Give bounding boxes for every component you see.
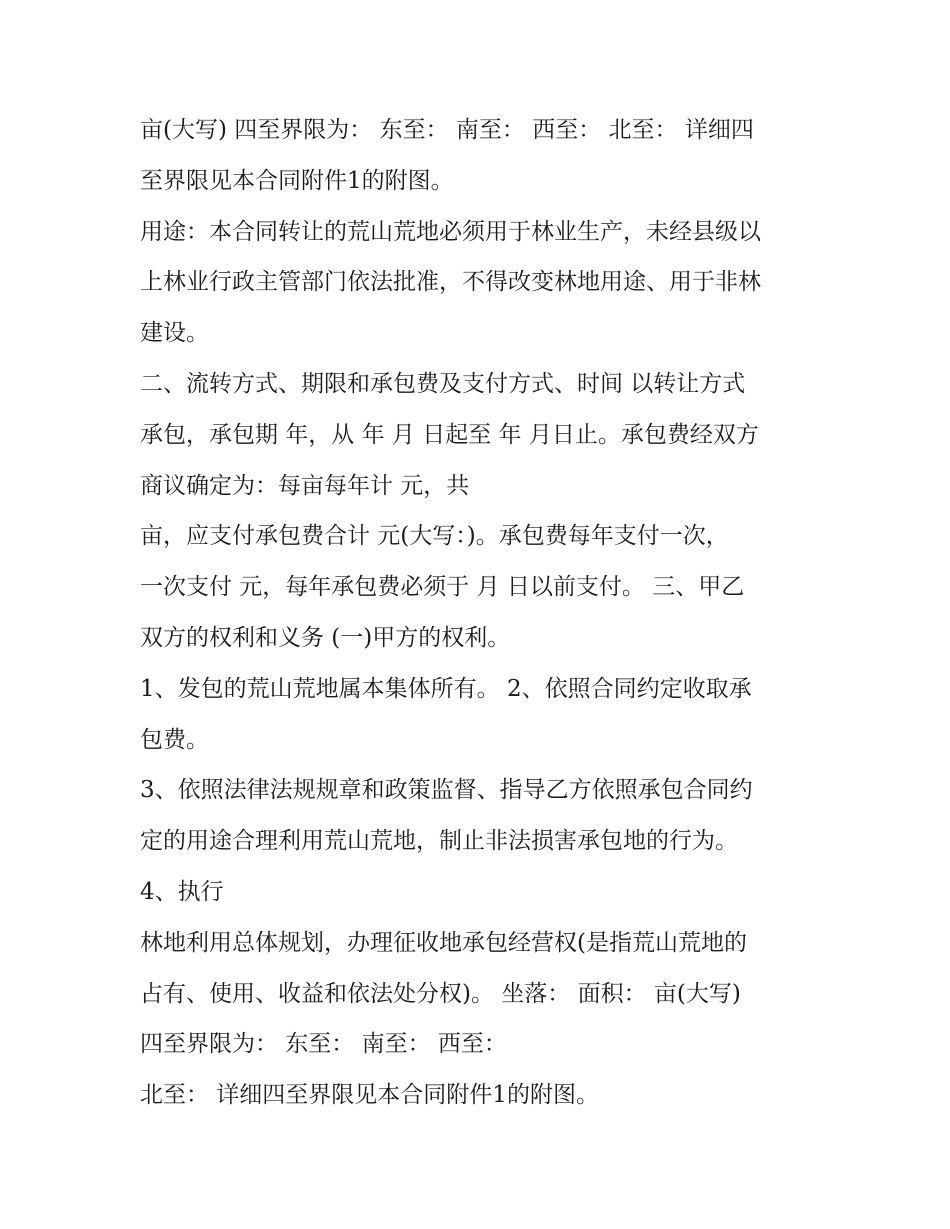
text-line: 林地利用总体规划，办理征收地承包经营权(是指荒山荒地的 <box>140 929 747 956</box>
text-line: 亩(大写) 四至界限为： 东至： 南至： 西至： 北至： 详细四 <box>140 117 754 143</box>
text-line: 北至： 详细四至界限见本合同附件1的附图。 <box>140 1082 599 1109</box>
text-line: 建设。 <box>140 320 209 347</box>
text-line: 至界限见本合同附件1的附图。 <box>140 167 454 194</box>
text-line: 1、发包的荒山荒地属本集体所有。 2、依照合同约定收取承 <box>140 675 752 702</box>
text-line: 定的用途合理利用荒山荒地，制止非法损害承包地的行为。 <box>140 828 738 855</box>
contract-text <box>140 105 830 1121</box>
text-line: 亩，应支付承包费合计 元(大写：)。承包费每年支付一次， <box>140 523 729 550</box>
text-line: 4、执行 <box>140 878 224 905</box>
text-line: 上林业行政主管部门依法批准，不得改变林地用途、用于非林 <box>140 269 761 296</box>
text-line: 占有、使用、收益和依法处分权)。 坐落： 面积： 亩(大写) <box>140 980 741 1007</box>
text-line: 双方的权利和义务 (一)甲方的权利。 <box>140 624 511 651</box>
text-line: 二、流转方式、期限和承包费及支付方式、时间 以转让方式 <box>140 370 746 397</box>
text-line: 3、依照法律法规规章和政策监督、指导乙方依照承包合同约 <box>140 777 753 804</box>
text-line: 四至界限为： 东至： 南至： 西至： <box>140 1031 507 1058</box>
text-line: 商议确定为：每亩每年计 元，共 <box>140 472 470 499</box>
text-line: 一次支付 元，每年承包费必须于 月 日以前支付。 三、甲乙 <box>140 574 745 601</box>
text-line: 用途：本合同转让的荒山荒地必须用于林业生产，未经县级以 <box>140 218 761 245</box>
text-line: 包费。 <box>140 726 209 753</box>
text-line: 承包，承包期 年，从 年 月 日起至 年 月日止。承包费经双方 <box>140 421 759 448</box>
